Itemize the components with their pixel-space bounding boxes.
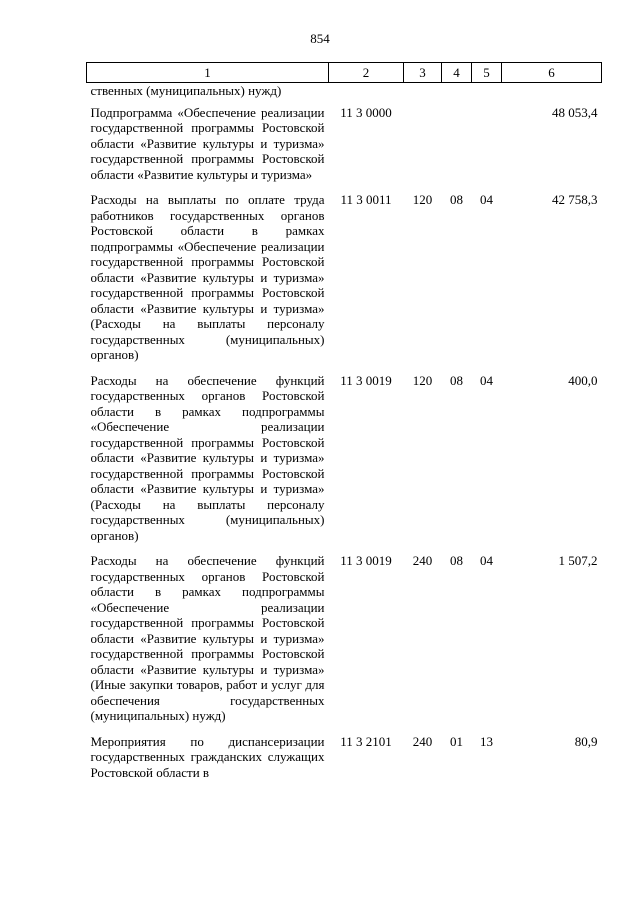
row-vr: 240 xyxy=(412,733,433,749)
header-col-4: 4 xyxy=(442,63,472,83)
row-sum: 400,0 xyxy=(568,372,598,388)
row-rz: 08 xyxy=(450,192,463,207)
budget-table xyxy=(86,62,602,790)
row-sum: 48 053,4 xyxy=(552,104,598,120)
header-col-6: 6 xyxy=(502,63,602,83)
row-name: Расходы на обеспечение функций государственных органов Ростовской области в рамках подпрограммы «Обеспечение реализации государственной программы Ростовской области «Развитие культуры и туризма» государственной программы Ростовской области «Развитие культуры и туризма» (Расходы на выплаты персоналу государственных (муниципальных) органов) xyxy=(90,372,325,543)
header-col-1: 1 xyxy=(87,63,329,83)
table-header-row xyxy=(87,63,602,83)
table-row xyxy=(87,105,602,193)
row-code: 11 3 0019 xyxy=(340,553,392,568)
continuation-row xyxy=(87,83,602,105)
row-code: 11 3 0000 xyxy=(340,104,392,120)
table-row xyxy=(87,553,602,734)
row-vr xyxy=(404,105,442,193)
row-vr: 120 xyxy=(412,372,433,388)
row-pr: 04 xyxy=(480,192,493,207)
row-pr: 13 xyxy=(480,733,493,749)
row-sum: 1 507,2 xyxy=(558,553,598,568)
header-col-2: 2 xyxy=(329,63,404,83)
row-pr xyxy=(472,105,502,193)
row-code: 11 3 0019 xyxy=(340,372,392,388)
row-sum: 80,9 xyxy=(574,733,598,749)
row-name: Расходы на обеспечение функций государственных органов Ростовской области в рамках подпрограммы «Обеспечение реализации государственной программы Ростовской области «Развитие культуры и туризма» государственной программы Ростовской области «Развитие культуры и туризма» (Иные закупки товаров, работ и услуг для обеспечения государственных (муниципальных) нужд) xyxy=(90,553,325,723)
row-code: 11 3 0011 xyxy=(340,192,392,207)
row-code: 11 3 2101 xyxy=(340,733,392,749)
table-row xyxy=(87,192,602,373)
table-row xyxy=(87,734,602,791)
row-rz xyxy=(442,105,472,193)
row-name: Подпрограмма «Обеспечение реализации государственной программы Ростовской области «Развитие культуры и туризма» государственной программы Ростовской области «Развитие культуры и туризма» xyxy=(90,104,325,182)
table-row xyxy=(87,373,602,554)
row-rz: 01 xyxy=(450,733,463,749)
row-pr: 04 xyxy=(480,553,493,568)
header-col-5: 5 xyxy=(472,63,502,83)
page-number: 854 xyxy=(310,31,330,46)
continuation-text: ственных (муниципальных) нужд) xyxy=(90,83,282,98)
row-sum: 42 758,3 xyxy=(552,192,598,207)
header-col-3: 3 xyxy=(404,63,442,83)
row-vr: 240 xyxy=(412,553,433,568)
row-rz: 08 xyxy=(450,553,463,568)
row-name: Мероприятия по диспансеризации государственных гражданских служащих Ростовской области в xyxy=(90,733,325,780)
row-name: Расходы на выплаты по оплате труда работников государственных органов Ростовской области в рамках подпрограммы «Обеспечение реализации государственной программы Ростовской области «Развитие культуры и туризма» государственной программы Ростовской области «Развитие культуры и туризма» (Расходы на выплаты персоналу государственных (муниципальных) органов) xyxy=(90,192,325,362)
row-vr: 120 xyxy=(412,192,433,207)
row-pr: 04 xyxy=(480,372,493,388)
row-rz: 08 xyxy=(450,372,463,388)
